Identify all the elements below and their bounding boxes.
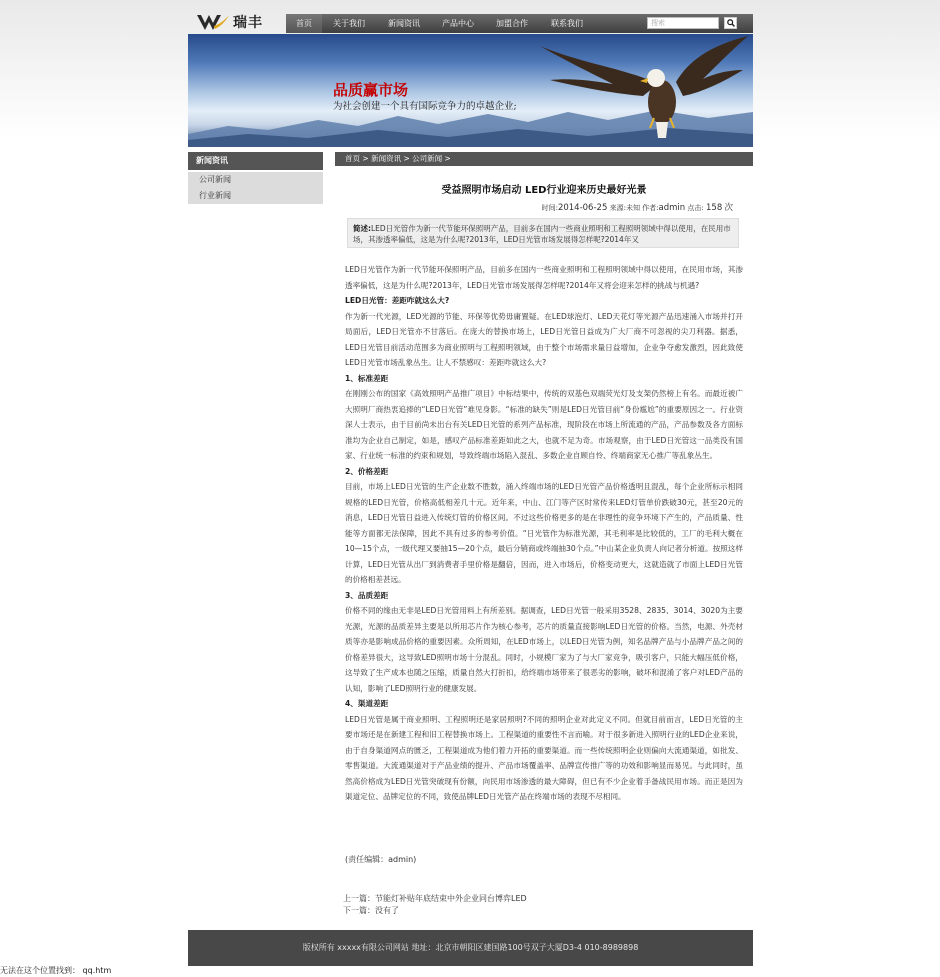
search-button[interactable] <box>724 17 737 29</box>
banner-title: 品质赢市场 <box>333 81 409 99</box>
article-paragraph: 价格不同的缘由无非是LED日光管用料上有所差别。据调查，LED日光管一般采用3528、2835、3014、3020为主要光源，光源的品质差异主要是以所用芯片作为核心参考，芯片的质量直接影响LED日光管的价格。当然，电源、外壳材质等亦是影响成品价格的重要因素。众所周知，在LED市场上，以LED日光管为例，知名品牌产品与小品牌产品之间的价格差异很大，这导致LED照明市场十分混乱。同时，小规模厂家为了与大厂家竞争，吸引客户，只能大幅压低价格，这导致了生产成本也随之压缩，质量自然大打折扣，给终端市场带来了很恶劣的影响，破坏和混淆了客户对LED产品的认知，影响了LED照明行业的健康发展。 <box>345 606 743 693</box>
summary-label: 简述: <box>353 224 371 233</box>
prev-article-link[interactable]: 节能灯补贴年底结束中外企业同台博弈LED <box>375 894 527 903</box>
article-paragraph: 作为新一代光源，LED光源的节能、环保等优势毋庸置疑。在LED球泡灯、LED天花灯等光源产品迅速涌入市场并打开局面后，LED日光管亦不甘落后。在庞大的替换市场上，LED日光管日益成为广大厂商不可忽视的尖刀利器。据悉，LED日光管目前活动范围多为商业照明与工程照明领域，由于整个市场需求量日益增加，企业争夺愈发激烈，因此致使LED日光管市场乱象丛生。让人不禁感叹：差距咋就这么大? <box>345 311 743 367</box>
article-body <box>345 262 743 805</box>
article-subheading: LED日光管：差距咋就这么大? <box>345 296 450 305</box>
next-label: 下一篇： <box>343 906 375 915</box>
logo-mark-icon <box>196 12 230 32</box>
breadcrumb-sep: > <box>444 154 451 163</box>
article-paragraph: 在刚刚公布的国家《高效照明产品推广项目》中标结果中，传统的双基色双端荧光灯及支架仍然榜上有名。而最近被广大照明厂商热衷追捧的“LED日光管”难见身影。“标准的缺失”则是LED日光管目前“身份尴尬”的重要原因之一。行业资深人士表示，由于目前尚未出台有关LED日光管的系列产品标准，现阶段在市场上所流通的产品，产品参数及各方面标准均为企业自己制定，如是，感叹产品标准差距如此之大，也就不足为奇。市场观察，由于LED日光管这一品类没有国家、行业统一标准的约束和规划，导致终端市场陷入混乱、多数企业自顾自怜、终端商家无心推广等乱象丛生。 <box>345 389 743 460</box>
nav-item-news[interactable]: 新闻资讯 <box>388 19 420 28</box>
breadcrumb-company-news[interactable]: 公司新闻 <box>412 154 443 163</box>
prev-label: 上一篇： <box>343 894 375 903</box>
search-icon <box>727 19 735 27</box>
article-paragraph: LED日光管是属于商业照明、工程照明还是家居照明?不同的照明企业对此定义不同。但就目前而言，LED日光管的主要市场还是在新建工程和旧工程替换市场上。工程渠道的重要性不言而喻。对于很多新进入照明行业的LED企业来说，由于自身渠道网点的匮乏，工程渠道成为他们着力开拓的重要渠道。而一些传统照明企业则偏向大流通渠道，如批发、零售渠道。大流通渠道对于产品业绩的提升、产品市场覆盖率、品牌宣传推广等的功效和影响显而易见。与此同时，虽然高价格成为LED日光管突破现有份额，向民用市场渗透的最大障碍，但已有不少企业着手备战民用市场。而正是因为渠道定位、品牌定位的不同，致使品牌LED日光管产品在终端市场的表现不尽相同。 <box>345 714 743 801</box>
search-input[interactable]: 搜索 <box>647 17 719 29</box>
meta-author: admin <box>658 203 686 213</box>
article-pagination <box>343 893 527 917</box>
article-paragraph: 目前，市场上LED日光管的生产企业数不胜数，涌入终端市场的LED日光管产品价格透明且混乱，每个企业所标示相同规格的LED日光管，价格高低相差几十元。近年来，中山、江门等产区时常传来LED灯管单价跌破30元，甚至20元的消息，LED日光管日益进入传统灯管的价格区间。不过这些价格更多的是在非理性的竞争环境下产生的，产品质量、性能等方面都无法保障，因此不具有过多的参考价值。“日光管作为标准光源，其毛利率是比较低的，工厂的毛利大概在10—15个点，一级代理又要抽15—20个点，最后分销商或终端抽30个点。”中山某企业负责人向记者分析道。按照这样计算，LED日光管从出厂到消费者手里价格是翻倍，因而，进入市场后，价格变动更大，这就造就了市面上LED日光管的价格相差甚远。 <box>345 482 743 584</box>
sidebar-item-industry-news[interactable]: 行业新闻 <box>199 191 231 200</box>
article-summary <box>347 218 739 248</box>
nav-item-products[interactable]: 产品中心 <box>442 19 474 28</box>
article-editor: (责任编辑：admin) <box>345 855 417 864</box>
sidebar-item-company-news[interactable]: 公司新闻 <box>199 175 231 184</box>
meta-time-label: 时间: <box>541 204 558 212</box>
meta-source-label: 来源: <box>609 204 626 212</box>
breadcrumb-news[interactable]: 新闻资讯 <box>371 154 402 163</box>
meta-source: 未知 <box>625 204 640 212</box>
breadcrumb-sep: > <box>362 154 369 163</box>
nav-item-join[interactable]: 加盟合作 <box>496 19 528 28</box>
article-subheading: 1、标准差距 <box>345 373 389 383</box>
article-subheading: 4、渠道差距 <box>345 699 389 708</box>
banner-subtitle: 为社会创建一个具有国际竞争力的卓越企业; <box>333 101 517 112</box>
summary-text: LED日光管作为新一代节能环保照明产品，目前多在国内一些商业照明和工程照明领域中得以使用，在民用市场，其渗透率偏低，这是为什么呢?2013年，LED日光管市场发展得怎样呢?2014年又 <box>353 224 731 244</box>
article-meta <box>335 201 733 213</box>
footer: 版权所有 xxxxx有限公司网站 地址：北京市朝阳区建国路100号双子大厦D3-4 010-8989898 <box>188 930 753 966</box>
nav-item-about[interactable]: 关于我们 <box>333 19 365 28</box>
breadcrumb <box>335 152 753 166</box>
brand-name: 瑞丰 <box>233 15 263 31</box>
sidebar-list <box>188 172 323 204</box>
article-subheading: 3、品质差距 <box>345 590 389 600</box>
article-subheading: 2、价格差距 <box>345 466 389 476</box>
browser-status-bar: 无法在这个位置找到： qq.htm <box>0 966 112 975</box>
nav-item-contact[interactable]: 联系我们 <box>551 19 583 28</box>
hero-banner <box>188 34 753 147</box>
breadcrumb-sep: > <box>403 154 410 163</box>
sidebar-heading: 新闻资讯 <box>188 152 323 170</box>
article-title: 受益照明市场启动 LED行业迎来历史最好光景 <box>441 185 647 196</box>
main-nav <box>286 14 753 33</box>
meta-clicks-unit: 次 <box>724 203 733 213</box>
breadcrumb-home[interactable]: 首页 <box>345 154 360 163</box>
meta-clicks: 158 <box>706 203 723 213</box>
meta-clicks-label: 点击: <box>687 204 704 212</box>
article-paragraph: LED日光管作为新一代节能环保照明产品，目前多在国内一些商业照明和工程照明领域中得以使用，在民用市场，其渗透率偏低，这是为什么呢?2013年，LED日光管市场发展得怎样呢?2014年又将会迎来怎样的挑战与机遇? <box>345 265 743 290</box>
meta-author-label: 作者: <box>642 204 659 212</box>
eagle-landscape-image <box>188 34 753 147</box>
nav-item-home[interactable]: 首页 <box>286 14 322 33</box>
meta-time: 2014-06-25 <box>557 203 608 213</box>
next-article-text: 没有了 <box>375 906 399 915</box>
logo[interactable] <box>196 11 263 33</box>
